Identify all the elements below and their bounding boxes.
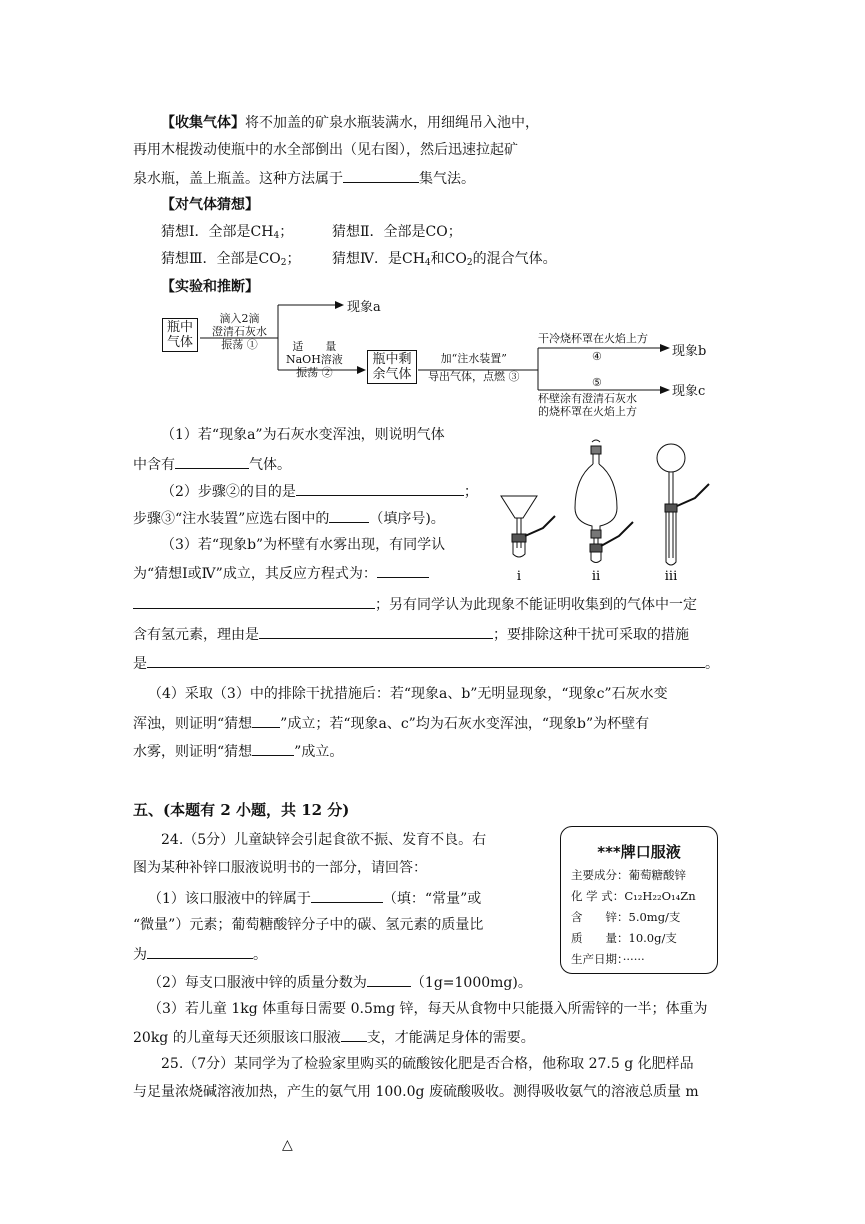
step-4-label: 干冷烧杯罩在火焰上方 [538, 332, 648, 345]
phenomenon-a: 现象a [347, 300, 381, 315]
answer-blank[interactable] [147, 653, 705, 668]
collect-heading: 【收集气体】 [161, 115, 245, 131]
apparatus-label-i: i [516, 569, 522, 584]
footer-triangle-mark: △ [282, 1137, 293, 1153]
answer-blank[interactable] [252, 741, 294, 756]
answer-blank[interactable] [367, 972, 411, 987]
experiment-flow-diagram [160, 290, 720, 420]
label-card-title: ***牌口服液 [597, 843, 681, 861]
guess-3: 猜想Ⅲ．全部是$CO_2$； [161, 251, 301, 268]
thistle-funnel-apparatus [657, 444, 709, 565]
question-3-line-3: ；另有同学认为此现象不能证明收集到的气体中一定 [133, 594, 697, 614]
question-24-2: （2）每支口服液中锌的质量分数为 （1g=1000mg)。 [148, 972, 532, 992]
apparatus-figure [495, 438, 725, 588]
question-24-3-line-1: （3）若儿童 1kg 体重每日需要 0.5mg 锌，每天从食物中只能摄入所需锌的一半；体重为 [148, 1001, 708, 1017]
answer-blank[interactable] [175, 454, 249, 469]
question-2-line-1: （2）步骤②的目的是 ； [161, 481, 478, 501]
section-5-heading: 五、(本题有 2 小题，共 12 分) [133, 801, 350, 819]
separatory-funnel-apparatus [575, 440, 633, 563]
answer-blank[interactable] [377, 563, 429, 578]
phenomenon-b: 现象b [672, 344, 707, 359]
label-card-zinc: 含 锌：5.0mg/支 [571, 910, 681, 924]
step-3-label: 加“注水装置” 导出气体，点燃 ③ [428, 352, 520, 383]
question-3-line-2: 为“猜想Ⅰ或Ⅳ”成立，其反应方程式为： [133, 563, 429, 583]
question-24-3-line-2: 20kg 的儿童每天还须服该口服液 支，才能满足身体的需要。 [133, 1027, 535, 1047]
question-4-line-3: 水雾，则证明“猜想 ”成立。 [133, 741, 343, 761]
experiment-heading: 【实验和推断】 [161, 279, 259, 295]
question-25-line-2: 与足量浓烧碱溶液加热，产生的氨气用 100.0g 废硫酸吸收。测得吸收氨气的溶液总质量 m [133, 1084, 699, 1100]
answer-blank[interactable] [341, 1027, 367, 1042]
box-bottle-gas: 瓶中 气体 [162, 318, 198, 352]
collect-line-2: 再用木棍拨动使瓶中的水全部倒出（见右图），然后迅速拉起矿 [133, 142, 518, 158]
answer-blank[interactable] [252, 713, 280, 728]
question-24-1-line-1: （1）该口服液中的锌属于 （填：“常量”或 [148, 888, 481, 908]
step-1-label: 滴入2滴 澄清石灰水 振荡 ① [212, 312, 267, 351]
box-remaining-gas: 瓶中剩 余气体 [367, 350, 417, 384]
guess-2: 猜想Ⅱ．全部是CO； [332, 224, 462, 240]
step-4-number: ④ [592, 350, 602, 363]
question-1-line-1: （1）若“现象a”为石灰水变浑浊，则说明气体 [161, 427, 445, 443]
step-2-label: 适 量 NaOH溶液 振荡 ② [286, 340, 343, 379]
answer-blank[interactable] [343, 168, 419, 183]
question-1-line-2: 中含有 气体。 [133, 454, 291, 474]
guess-4: 猜想Ⅳ．是$CH_4$和$CO_2$的混合气体。 [332, 251, 557, 268]
answer-blank[interactable] [296, 481, 464, 496]
question-3-line-4: 含有氢元素，理由是 ；要排除这种干扰可采取的措施 [133, 624, 689, 644]
question-24-1-line-3: 为 。 [133, 944, 267, 964]
question-24-line-2: 图为某种补锌口服液说明书的一部分，请回答： [133, 860, 427, 876]
step-5-number: ⑤ [592, 376, 602, 389]
question-24-line-1: 24.（5分）儿童缺锌会引起食欲不振、发育不良。右 [161, 832, 487, 848]
step-5-label: 杯壁涂有澄清石灰水 的烧杯罩在火焰上方 [538, 392, 637, 418]
question-3-line-1: （3）若“现象b”为杯壁有水雾出现，有同学认 [161, 537, 446, 553]
funnel-apparatus [501, 496, 555, 557]
question-24-1-line-2: “微量”）元素；葡萄糖酸锌分子中的碳、氢元素的质量比 [133, 917, 484, 933]
apparatus-label-iii: iii [664, 569, 678, 584]
question-3-line-5: 是 。 [133, 653, 719, 673]
answer-blank[interactable] [147, 944, 253, 959]
oral-liquid-label-card [560, 826, 718, 974]
guess-heading: 【对气体猜想】 [161, 197, 259, 213]
question-4-line-2: 浑浊，则证明“猜想 ”成立；若“现象a、c”均为石灰水变浑浊，“现象b”为杯壁有 [133, 713, 649, 733]
label-card-formula: 化 学 式：C₁₂H₂₂O₁₄Zn [571, 889, 696, 903]
phenomenon-c: 现象c [672, 384, 706, 399]
question-4-line-1: （4）采取（3）中的排除干扰措施后：若“现象a、b”无明显现象，“现象c”石灰水变 [148, 686, 668, 702]
apparatus-label-ii: ii [591, 569, 601, 584]
label-card-date: 生产日期：······ [571, 952, 645, 966]
collect-line-1: 【收集气体】将不加盖的矿泉水瓶装满水，用细绳吊入池中， [161, 115, 539, 131]
guess-1: 猜想Ⅰ．全部是$CH_4$； [161, 224, 294, 241]
collect-line-3: 泉水瓶，盖上瓶盖。这种方法属于 集气法。 [133, 168, 475, 188]
label-card-ingredient: 主要成分：葡萄糖酸锌 [571, 868, 686, 882]
label-card-mass: 质 量：10.0g/支 [571, 931, 677, 945]
answer-blank[interactable] [329, 508, 369, 523]
answer-blank[interactable] [133, 594, 375, 609]
answer-blank[interactable] [311, 888, 383, 903]
question-25-line-1: 25.（7分）某同学为了检验家里购买的硫酸铵化肥是否合格，他称取 27.5 g 化肥样品 [161, 1056, 694, 1072]
answer-blank[interactable] [259, 624, 493, 639]
question-2-line-2: 步骤③“注水装置”应选右图中的 （填序号)。 [133, 508, 445, 528]
